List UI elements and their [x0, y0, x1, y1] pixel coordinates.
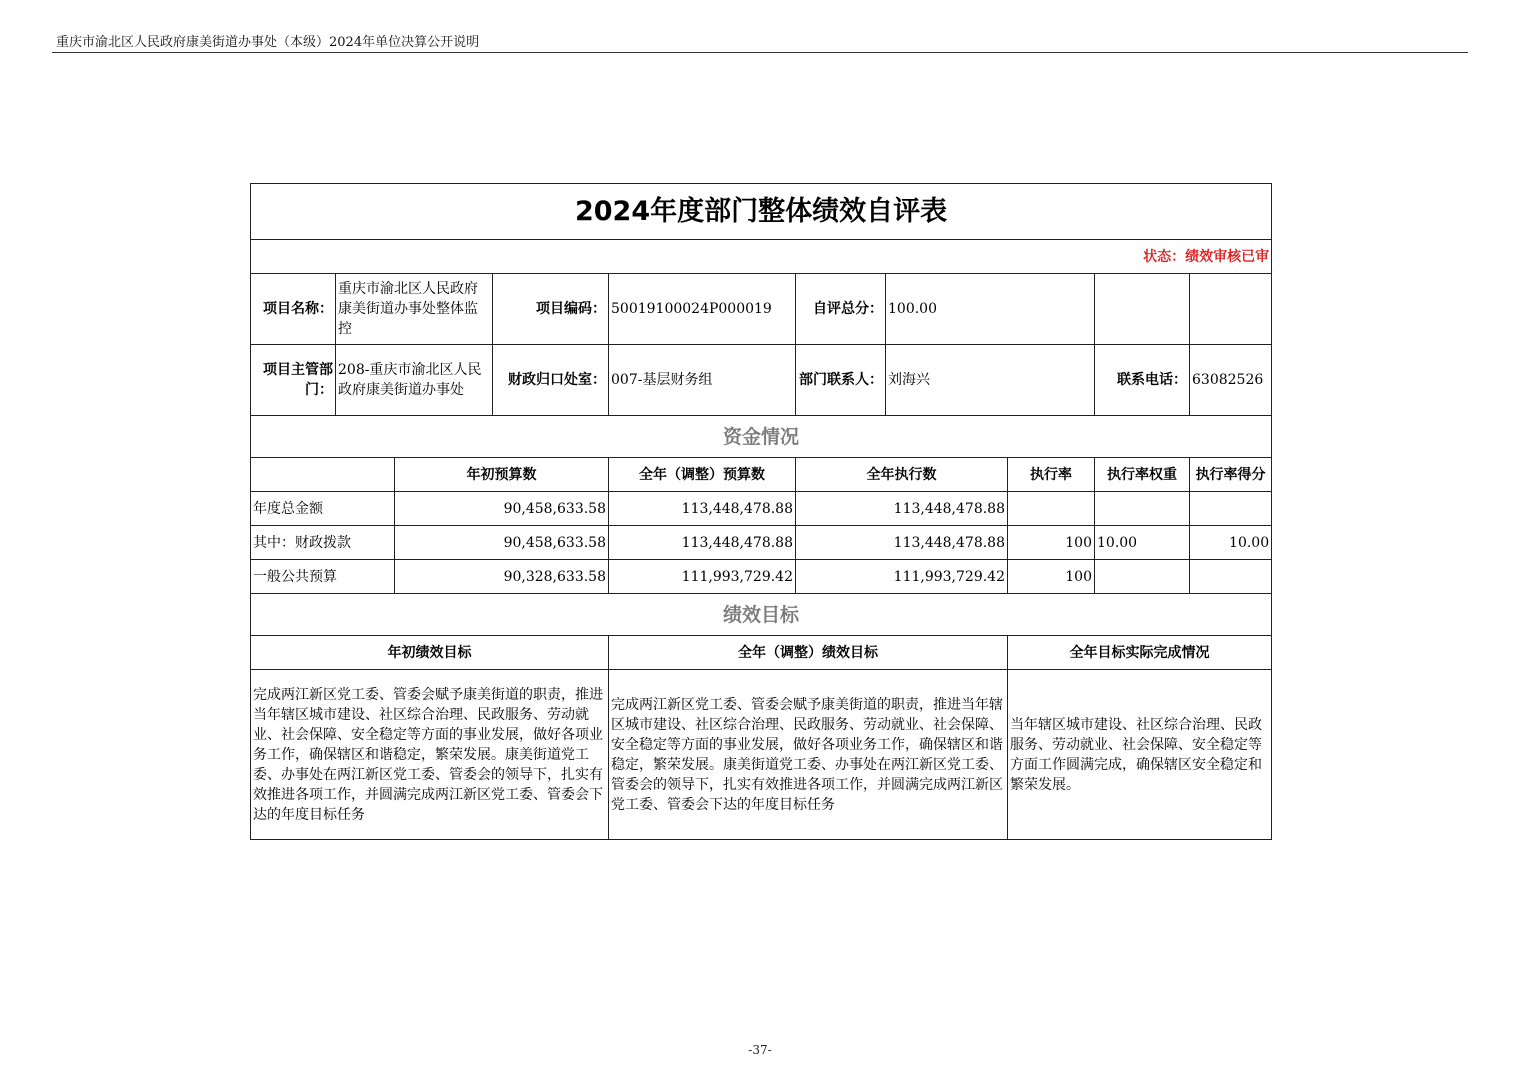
- fund-category: 其中：财政拨款: [251, 526, 395, 560]
- performance-self-evaluation-table: [250, 183, 1272, 840]
- table-row: [251, 560, 1272, 594]
- fund-rate: [1008, 492, 1095, 526]
- funds-section-heading: 资金情况: [251, 416, 1272, 458]
- review-status: 状态：绩效审核已审: [251, 240, 1272, 274]
- project-code-label: 项目编码：: [493, 274, 609, 345]
- funds-header-adjusted: 全年（调整）预算数: [609, 458, 796, 492]
- fund-adjusted: 111,993,729.42: [609, 560, 796, 594]
- self-score-value: 100.00: [886, 274, 1095, 345]
- phone-label: 联系电话：: [1095, 345, 1190, 416]
- table-row: [251, 526, 1272, 560]
- fund-score: [1190, 560, 1272, 594]
- project-code-value: 50019100024P000019: [609, 274, 796, 345]
- fund-weight: [1095, 492, 1190, 526]
- funds-header-blank: [251, 458, 395, 492]
- goals-header-adjusted: 全年（调整）绩效目标: [609, 636, 1008, 670]
- table-row: [251, 492, 1272, 526]
- adjusted-goal-text: 完成两江新区党工委、管委会赋予康美街道的职责，推进当年辖区城市建设、社区综合治理、民政服务、劳动就业、社会保障、安全稳定等方面的事业发展，做好各项业务工作，确保辖区和谐稳定，繁荣发展。康美街道党工委、办事处在两江新区党工委、管委会的领导下，扎实有效推进各项工作，并圆满完成两江新区党工委、管委会下达的年度目标任务: [609, 670, 1008, 840]
- project-name-value: 重庆市渝北区人民政府康美街道办事处整体监控: [336, 274, 493, 345]
- funds-header-executed: 全年执行数: [796, 458, 1008, 492]
- funds-header-initial: 年初预算数: [395, 458, 609, 492]
- fund-executed: 113,448,478.88: [796, 526, 1008, 560]
- finance-office-label: 财政归口处室：: [493, 345, 609, 416]
- self-score-label: 自评总分：: [796, 274, 886, 345]
- goals-content-row: [251, 670, 1272, 840]
- fund-initial: 90,458,633.58: [395, 492, 609, 526]
- funds-header-weight: 执行率权重: [1095, 458, 1190, 492]
- project-info-row: [251, 274, 1272, 345]
- header-divider: [52, 52, 1468, 53]
- page-number: -37-: [748, 1043, 772, 1057]
- fund-initial: 90,458,633.58: [395, 526, 609, 560]
- funds-header-row: [251, 458, 1272, 492]
- page-header: 重庆市渝北区人民政府康美街道办事处（本级）2024年单位决算公开说明: [56, 35, 480, 50]
- department-info-row: [251, 345, 1272, 416]
- goals-header-initial: 年初绩效目标: [251, 636, 609, 670]
- funds-header-rate: 执行率: [1008, 458, 1095, 492]
- fund-adjusted: 113,448,478.88: [609, 526, 796, 560]
- table-title: 2024年度部门整体绩效自评表: [251, 184, 1272, 240]
- funds-header-score: 执行率得分: [1190, 458, 1272, 492]
- actual-completion-text: 当年辖区城市建设、社区综合治理、民政服务、劳动就业、社会保障、安全稳定等方面工作圆满完成，确保辖区安全稳定和繁荣发展。: [1008, 670, 1272, 840]
- fund-weight: [1095, 560, 1190, 594]
- fund-executed: 113,448,478.88: [796, 492, 1008, 526]
- empty-cell: [1095, 274, 1190, 345]
- phone-value: 63082526: [1190, 345, 1272, 416]
- fund-initial: 90,328,633.58: [395, 560, 609, 594]
- project-name-label: 项目名称：: [251, 274, 336, 345]
- fund-rate: 100: [1008, 560, 1095, 594]
- goals-header-actual: 全年目标实际完成情况: [1008, 636, 1272, 670]
- finance-office-value: 007-基层财务组: [609, 345, 796, 416]
- initial-goal-text: 完成两江新区党工委、管委会赋予康美街道的职责，推进当年辖区城市建设、社区综合治理、民政服务、劳动就业、社会保障、安全稳定等方面的事业发展，做好各项业务工作，确保辖区和谐稳定，繁荣发展。康美街道党工委、办事处在两江新区党工委、管委会的领导下，扎实有效推进各项工作，并圆满完成两江新区党工委、管委会下达的年度目标任务: [251, 670, 609, 840]
- dept-value: 208-重庆市渝北区人民政府康美街道办事处: [336, 345, 493, 416]
- fund-category: 一般公共预算: [251, 560, 395, 594]
- fund-executed: 111,993,729.42: [796, 560, 1008, 594]
- dept-label: 项目主管部门：: [251, 345, 336, 416]
- fund-score: [1190, 492, 1272, 526]
- goals-header-row: [251, 636, 1272, 670]
- fund-score: 10.00: [1190, 526, 1272, 560]
- contact-label: 部门联系人：: [796, 345, 886, 416]
- fund-rate: 100: [1008, 526, 1095, 560]
- goals-section-heading: 绩效目标: [251, 594, 1272, 636]
- contact-value: 刘海兴: [886, 345, 1095, 416]
- fund-category: 年度总金额: [251, 492, 395, 526]
- fund-weight: 10.00: [1095, 526, 1190, 560]
- fund-adjusted: 113,448,478.88: [609, 492, 796, 526]
- empty-cell: [1190, 274, 1272, 345]
